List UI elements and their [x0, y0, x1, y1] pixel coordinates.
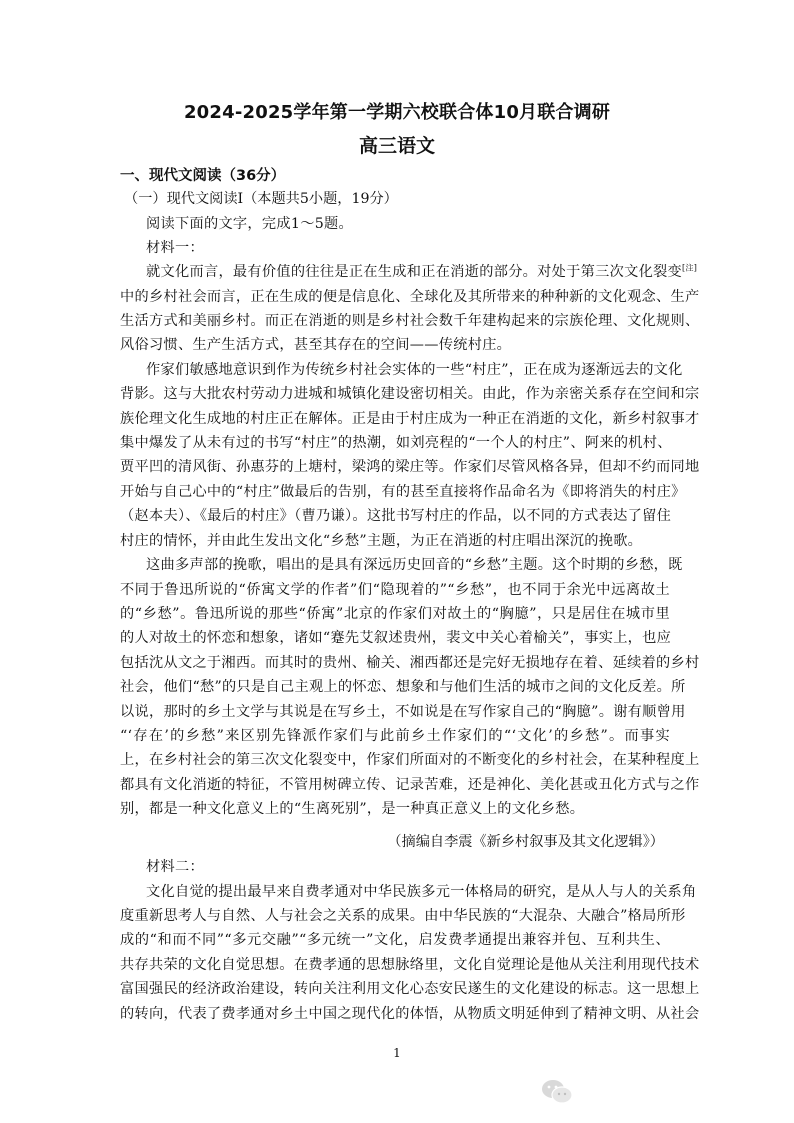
paragraph-line: 成的“和而不同”“多元交融”“多元统一”文化，启发费孝通提出兼容并包、互利共生、: [120, 932, 670, 948]
paragraph-line: 度重新思考人与自然、人与社会之关系的成果。由中华民族的“大混杂、大融合”格局所形: [120, 908, 686, 924]
paragraph-line: 开始与自己心中的“村庄”做最后的告别，有的甚至直接将作品命名为《即将消失的村庄》: [120, 484, 686, 500]
paragraph-line: “‘存在’的乡愁”来区别先锋派作家们与此前乡土作家们的“‘文化’的乡愁”。而事实: [120, 728, 670, 744]
paragraph-line: 风俗习惯、生产生活方式，甚至其存在的空间——传统村庄。: [120, 337, 512, 353]
section-heading: 一、现代文阅读（36分）: [120, 168, 286, 184]
paragraph-line: 社会，他们“愁”的只是自己主观上的怀恋、想象和与他们生活的城市之间的文化反差。所: [120, 679, 686, 695]
paragraph-line: 的转向，代表了费孝通对乡土中国之现代化的体悟，从物质文明延伸到了精神文明、从社会: [120, 1006, 700, 1022]
paragraph-line: 生活方式和美丽乡村。而正在消逝的则是乡村社会数千年建构起来的宗族伦理、文化规则、: [120, 313, 700, 329]
footnote-marker: [注]: [682, 263, 698, 273]
paragraph-line: 中的乡村社会而言，正在生成的便是信息化、全球化及其所带来的种种新的文化观念、生产: [120, 289, 700, 305]
material2-label: 材料二：: [146, 859, 204, 875]
wechat-icon: [540, 1078, 574, 1106]
paragraph-line: 不同于鲁迅所说的“侨寓文学的作者”们“隐现着的”“乡愁”，也不同于余光中远离故土: [120, 582, 670, 598]
material1-source: （摘编自李震《新乡村叙事及其文化逻辑》）: [387, 834, 664, 850]
paragraph-line: 族伦理文化生成地的村庄正在解体。正是由于村庄成为一种正在消逝的文化，新乡村叙事才: [120, 411, 700, 427]
paragraph-line: 背影。这与大批农村劳动力进城和城镇化建设密切相关。由此，作为亲密关系存在空间和宗: [120, 386, 700, 402]
instruction: 阅读下面的文字，完成1～5题。: [146, 216, 353, 232]
paragraph-line: 以说，那时的乡土文学与其说是在写乡土，不如说是在写作家自己的“胸臆”。谢有顺曾用: [120, 704, 686, 720]
paragraph-line: 就文化而言，最有价值的往往是正在生成和正在消逝的部分。对处于第三次文化裂变[注]: [146, 263, 698, 280]
exam-title: 2024-2025学年第一学期六校联合体10月联合调研: [183, 102, 611, 123]
paragraph-line: 包括沈从文之于湘西。而其时的贵州、榆关、湘西都还是完好无损地存在着、延续着的乡村: [120, 655, 700, 671]
material1-label: 材料一：: [146, 240, 204, 256]
paragraph-line: 都具有文化消逝的特征，不管用树碑立传、记录苦难，还是神化、美化甚或丑化方式与之作: [120, 777, 700, 793]
paragraph-line: 的人对故土的怀恋和想象，诸如“蹇先艾叙述贵州，裴文中关心着榆关”，事实上，也应: [120, 630, 672, 646]
paragraph-line: 别，都是一种文化意义上的“生离死别”，是一种真正意义上的文化乡愁。: [120, 801, 585, 817]
paragraph-line: 的“乡愁”。鲁迅所说的那些“侨寓”北京的作家们对故土的“胸臆”，只是居住在城市里: [120, 606, 670, 622]
paragraph-line: （赵本夫）、《最后的村庄》（曹乃谦）。这批书写村庄的作品，以不同的方式表达了留住: [120, 508, 672, 524]
paragraph-line: 上，在乡村社会的第三次文化裂变中，作家们所面对的不断变化的乡村社会，在某种程度上: [120, 752, 700, 768]
paragraph-line: 共存共荣的文化自觉思想。在费孝通的思想脉络里，文化自觉理论是他从关注利用现代技术: [120, 957, 700, 973]
paragraph-line: 作家们敏感地意识到作为传统乡村社会实体的一些“村庄”，正在成为逐渐远去的文化: [146, 362, 683, 378]
paragraph-line: 贾平凹的清风街、孙惠芬的上塘村，梁鸿的梁庄等。作家们尽管风格各异，但却不约而同地: [120, 459, 700, 475]
paragraph-line: 集中爆发了从未有过的书写“村庄”的热潮，如刘亮程的“一个人的村庄”、阿来的机村、: [120, 435, 672, 451]
paragraph-line: 文化自觉的提出最早来自费孝通对中华民族多元一体格局的研究，是从人与人的关系角: [146, 884, 697, 900]
page-number: 1: [393, 1046, 401, 1060]
subsection-heading: （一）现代文阅读Ⅰ（本题共5小题，19分）: [124, 191, 398, 207]
paragraph-line: 这曲多声部的挽歌，唱出的是具有深远历史回音的“乡愁”主题。这个时期的乡愁，既: [146, 557, 683, 573]
paragraph-line: 村庄的情怀，并由此生发出文化“乡愁”主题，为正在消逝的村庄唱出深沉的挽歌。: [120, 533, 643, 549]
exam-subject: 高三语文: [358, 135, 435, 157]
paragraph-line: 富国强民的经济政治建设，转向关注利用文化心态安民遂生的文化建设的标志。这一思想上: [120, 981, 700, 997]
